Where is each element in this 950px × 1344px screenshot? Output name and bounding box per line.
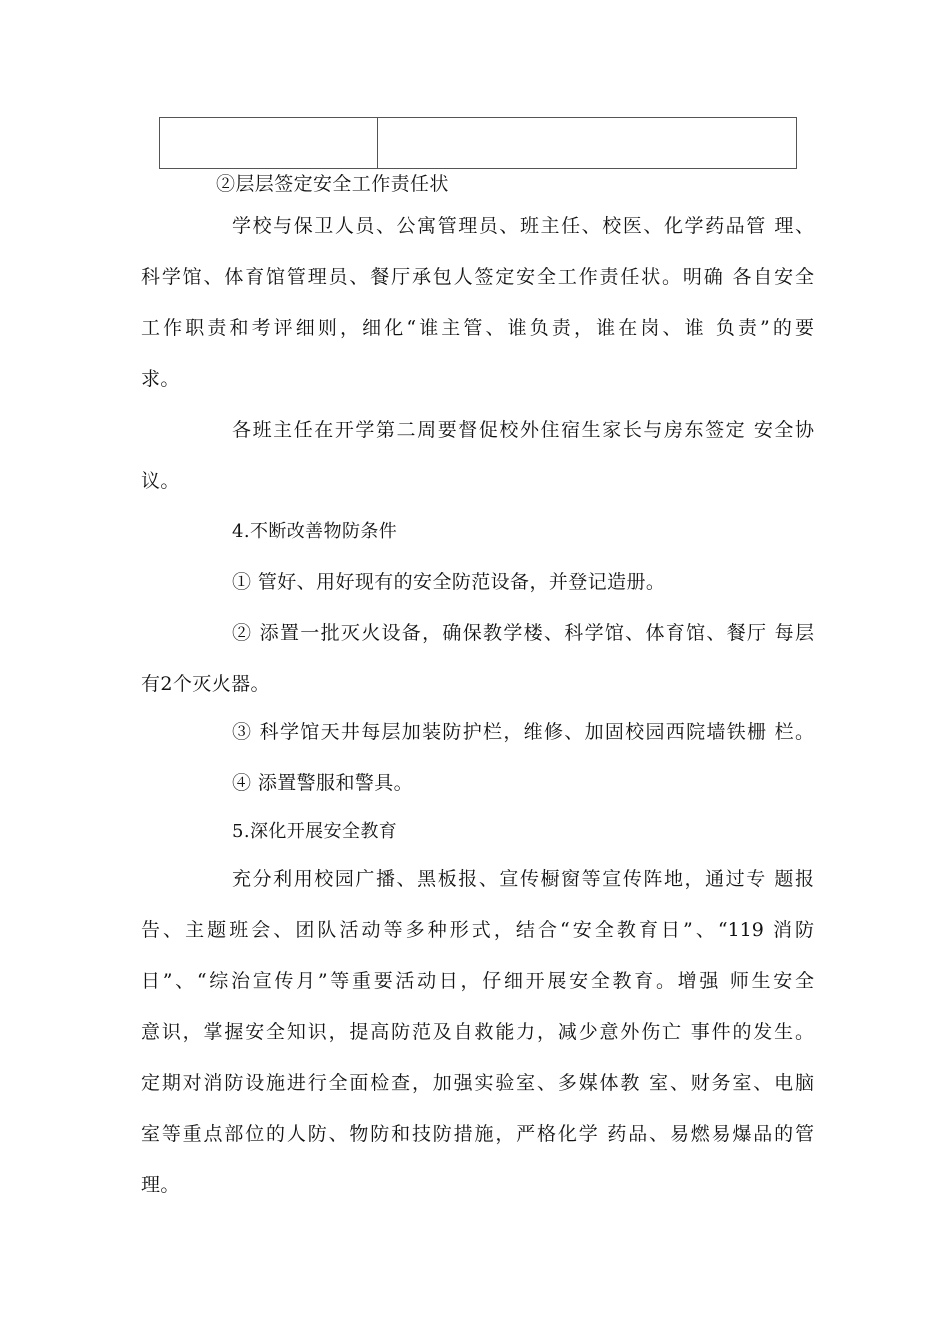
paragraph-line: 各班主任在开学第二周要督促校外住宿生家长与房东签定 安全协 (232, 419, 814, 441)
list-item-continuation: 有2个灭火器。 (141, 673, 270, 695)
section-heading-safety-education: 5.深化开展安全教育 (232, 821, 398, 842)
paragraph-line: 工作职责和考评细则，细化“谁主管、谁负责，谁在岗、谁 负责”的要 (141, 317, 814, 339)
table-cell (160, 118, 378, 168)
list-item: ④ 添置警服和警具。 (232, 772, 414, 794)
table-cell (378, 118, 796, 168)
list-item: ③ 科学馆天井每层加装防护栏，维修、加固校园西院墙铁栅 栏。 (232, 721, 814, 743)
paragraph-line: 学校与保卫人员、公寓管理员、班主任、校医、化学药品管 理、 (232, 215, 814, 237)
paragraph-line: 求。 (141, 368, 180, 390)
table-fragment (159, 117, 797, 169)
paragraph-line: 意识，掌握安全知识，提高防范及自救能力，减少意外伤亡 事件的发生。 (141, 1021, 814, 1043)
paragraph-line: 充分利用校园广播、黑板报、宣传橱窗等宣传阵地，通过专 题报 (232, 868, 814, 890)
subheading-responsibility-contracts: ②层层签定安全工作责任状 (216, 173, 449, 195)
paragraph-line: 科学馆、体育馆管理员、餐厅承包人签定安全工作责任状。明确 各自安全 (141, 266, 814, 288)
paragraph-line: 定期对消防设施进行全面检查，加强实验室、多媒体教 室、财务室、电脑 (141, 1072, 814, 1094)
paragraph-line: 议。 (141, 470, 180, 492)
paragraph-line: 告、主题班会、团队活动等多种形式，结合“安全教育日”、“119 消防 (141, 919, 814, 941)
paragraph-line: 理。 (141, 1174, 180, 1196)
list-item: ① 管好、用好现有的安全防范设备，并登记造册。 (232, 571, 666, 593)
section-heading-physical-defense: 4.不断改善物防条件 (232, 521, 398, 542)
paragraph-line: 日”、“综治宣传月”等重要活动日，仔细开展安全教育。增强 师生安全 (141, 970, 814, 992)
paragraph-line: 室等重点部位的人防、物防和技防措施，严格化学 药品、易燃易爆品的管 (141, 1123, 814, 1145)
list-item: ② 添置一批灭火设备，确保教学楼、科学馆、体育馆、餐厅 每层 (232, 622, 814, 644)
